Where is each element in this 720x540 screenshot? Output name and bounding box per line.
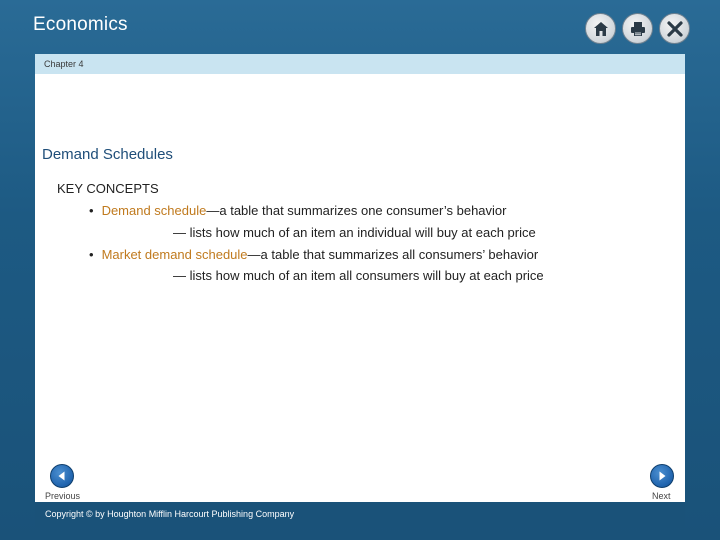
arrow-left-icon bbox=[56, 470, 68, 482]
section-heading: KEY CONCEPTS bbox=[57, 181, 159, 196]
bullet-detail: — lists how much of an item all consumers will buy at each price bbox=[173, 268, 544, 283]
chapter-strip bbox=[35, 54, 685, 74]
previous-label[interactable]: Previous bbox=[45, 491, 81, 501]
home-icon bbox=[592, 20, 610, 38]
bullet-definition: —a table that summarizes all consumers’ behavior bbox=[247, 247, 539, 262]
bullet-term: Market demand schedule bbox=[101, 247, 248, 262]
app-title: Economics bbox=[33, 14, 128, 35]
bullet-definition: —a table that summarizes one consumer’s behavior bbox=[206, 203, 507, 218]
slide-title: Demand Schedules bbox=[42, 146, 173, 163]
chapter-label: Chapter 4 bbox=[44, 59, 84, 69]
slide-content bbox=[35, 74, 685, 502]
bullet-item-demand-schedule bbox=[89, 203, 506, 218]
previous-button[interactable] bbox=[50, 464, 74, 488]
close-icon bbox=[666, 20, 684, 38]
title-bar bbox=[0, 0, 720, 54]
home-button[interactable] bbox=[585, 13, 616, 44]
bullet-term: Demand schedule bbox=[101, 203, 207, 218]
bullet-detail: — lists how much of an item an individual will buy at each price bbox=[173, 225, 536, 240]
bullet-dot: • bbox=[89, 203, 94, 218]
next-label[interactable]: Next bbox=[652, 491, 671, 501]
bullet-item-market-demand-schedule bbox=[89, 247, 538, 262]
footer-bar bbox=[35, 502, 685, 528]
print-icon bbox=[629, 20, 647, 38]
copyright-text: Copyright © by Houghton Mifflin Harcourt Publishing Company bbox=[45, 509, 295, 519]
top-toolbar bbox=[585, 13, 690, 44]
arrow-right-icon bbox=[656, 470, 668, 482]
next-button[interactable] bbox=[650, 464, 674, 488]
close-button[interactable] bbox=[659, 13, 690, 44]
bullet-dot: • bbox=[89, 247, 94, 262]
print-button[interactable] bbox=[622, 13, 653, 44]
